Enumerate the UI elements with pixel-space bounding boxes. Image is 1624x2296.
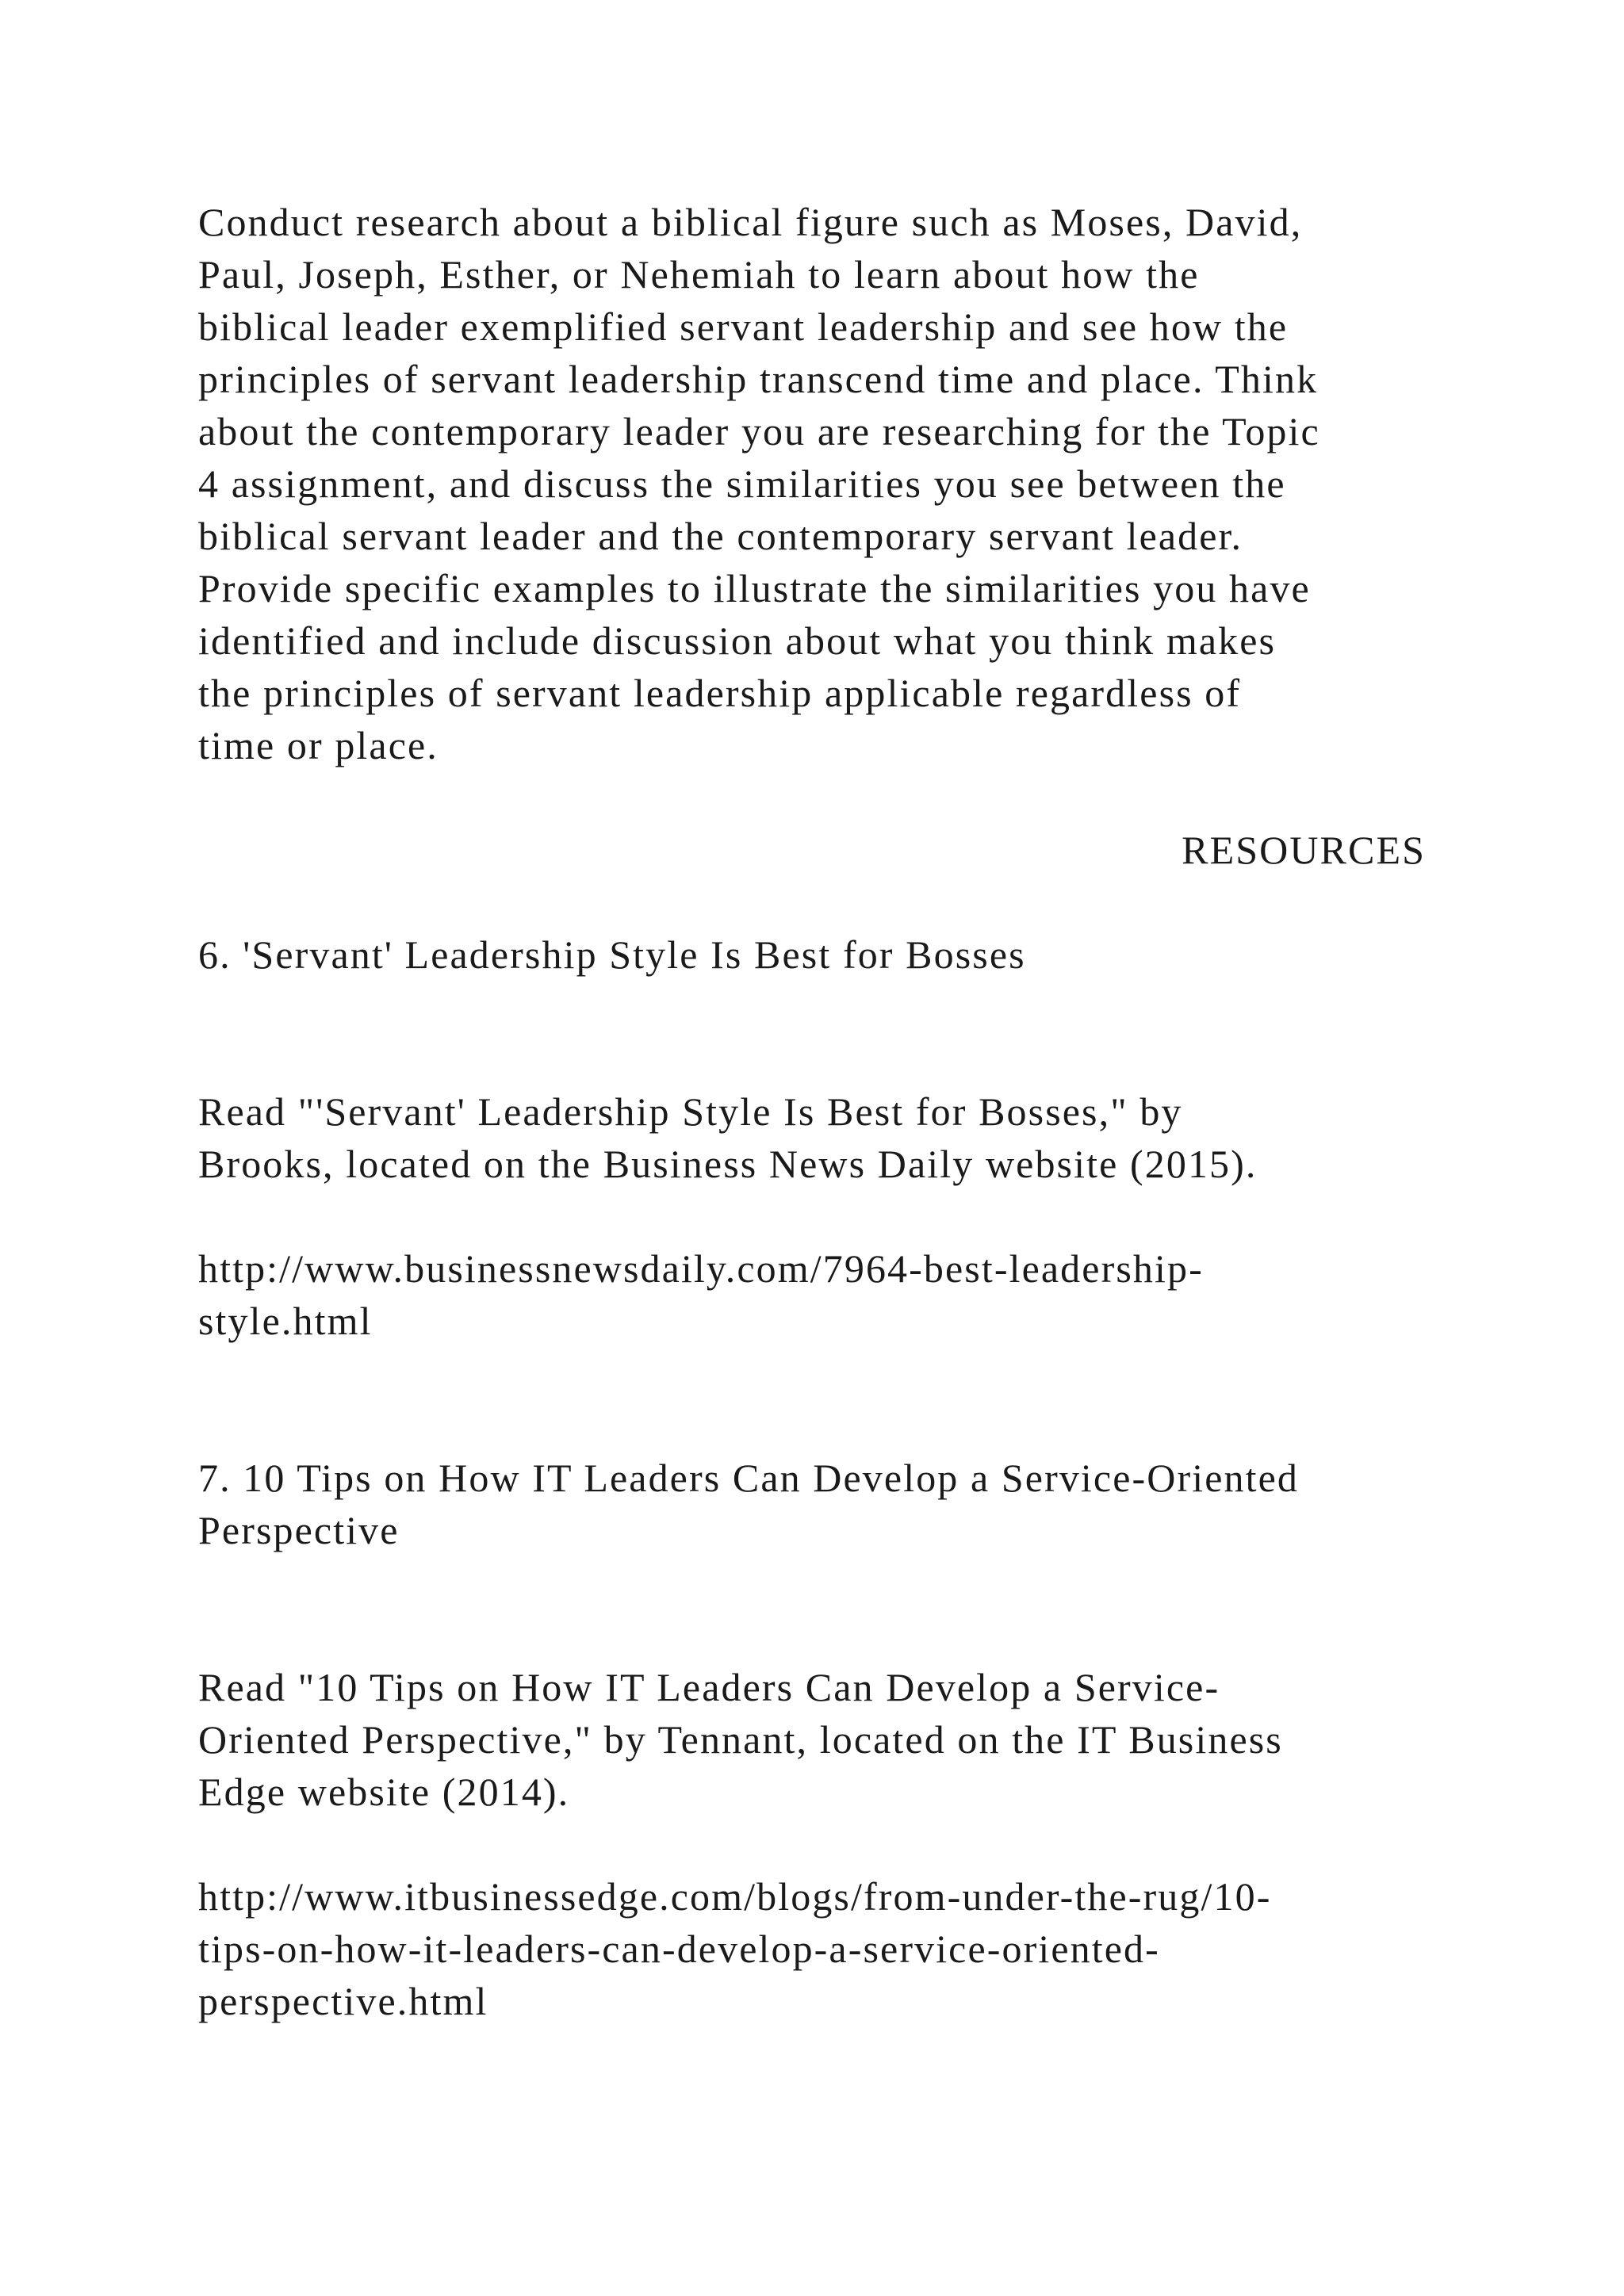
intro-line: principles of servant leadership transcend time and place. Think [198,357,1319,401]
intro-line: about the contemporary leader you are researching for the Topic [198,409,1320,453]
resource-description: Edge website (2014). [198,1770,570,1814]
resource-description: Brooks, located on the Business News Daily website (2015). [198,1142,1258,1186]
intro-line: 4 assignment, and discuss the similarities you see between the [198,461,1286,506]
intro-line: Provide specific examples to illustrate the similarities you have [198,566,1311,610]
resource-url: style.html [198,1299,373,1343]
resource-url: http://www.businessnewsdaily.com/7964-best-leadership- [198,1246,1204,1291]
intro-line: Conduct research about a biblical figure such as Moses, David, [198,200,1303,244]
resources-heading: RESOURCES [1182,828,1426,872]
intro-line: biblical leader exemplified servant leadership and see how the [198,304,1289,349]
intro-line: identified and include discussion about what you think makes [198,618,1277,663]
intro-line: the principles of servant leadership applicable regardless of [198,671,1242,715]
resource-url: http://www.itbusinessedge.com/blogs/from-under-the-rug/10- [198,1874,1272,1919]
resource-title: 6. 'Servant' Leadership Style Is Best for Bosses [198,932,1026,977]
resource-description: Read "'Servant' Leadership Style Is Best for Bosses," by [198,1089,1183,1134]
intro-line: biblical servant leader and the contemporary servant leader. [198,514,1243,558]
resource-description: Oriented Perspective," by Tennant, located on the IT Business [198,1717,1283,1762]
resource-description: Read "10 Tips on How IT Leaders Can Develop a Service- [198,1665,1220,1709]
resource-title: 7. 10 Tips on How IT Leaders Can Develop a Service-Oriented [198,1456,1299,1500]
resource-title: Perspective [198,1508,400,1552]
intro-line: time or place. [198,723,439,767]
intro-line: Paul, Joseph, Esther, or Nehemiah to learn about how the [198,252,1200,297]
resource-url: perspective.html [198,1979,488,2023]
resource-url: tips-on-how-it-leaders-can-develop-a-service-oriented- [198,1927,1160,1971]
